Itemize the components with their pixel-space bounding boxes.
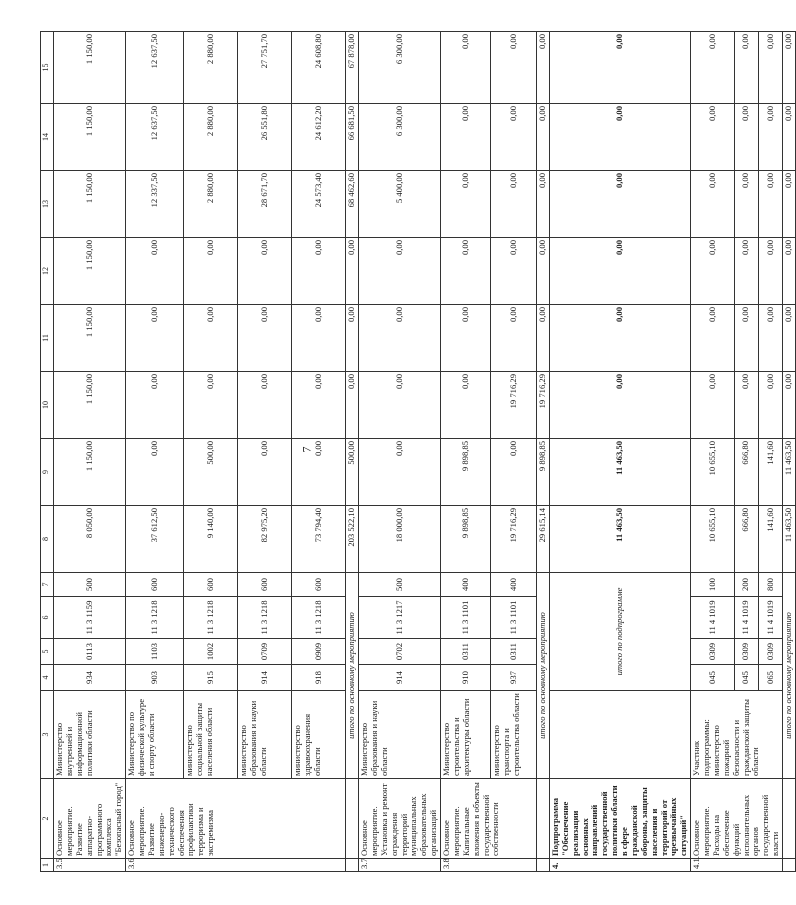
table-body bbox=[41, 32, 796, 872]
col-number: 10 bbox=[41, 372, 54, 439]
amount-cell: 0,00 bbox=[441, 238, 491, 305]
amount-cell: 0,00 bbox=[691, 238, 735, 305]
code-cell: 0311 bbox=[491, 639, 537, 665]
amount-cell: 0,00 bbox=[491, 104, 537, 171]
executor-name: министерство социальной защиты населения области bbox=[184, 691, 238, 779]
event-name: Подпрограмма "Обеспечение реализации основных направлений государственной политики области в сфере гражданской обороны, защиты населения и территорий от чрезвычайных ситуаций" bbox=[549, 779, 690, 859]
rotated-table-wrapper bbox=[40, 32, 793, 872]
col-number: 13 bbox=[41, 171, 54, 238]
amount-cell: 0,00 bbox=[758, 104, 782, 171]
amount-cell: 12 337,50 bbox=[126, 171, 184, 238]
executor-name: министерство транспорта и строительства области bbox=[491, 691, 537, 779]
executor-name: Министерство внутренней и информационной политики области bbox=[54, 691, 126, 779]
amount-cell: 0,00 bbox=[691, 171, 735, 238]
amount-cell: 0,00 bbox=[359, 305, 441, 372]
table-row bbox=[126, 32, 184, 872]
amount-cell: 0,00 bbox=[734, 305, 758, 372]
code-cell: 914 bbox=[359, 665, 441, 691]
amount-cell: 0,00 bbox=[691, 104, 735, 171]
amount-cell: 0,00 bbox=[359, 238, 441, 305]
row-number: 4.1. bbox=[691, 859, 783, 872]
total-label: итого по основному мероприятию bbox=[783, 573, 796, 779]
amount-cell: 0,00 bbox=[238, 372, 292, 439]
code-cell: 600 bbox=[238, 573, 292, 597]
empty-cell bbox=[783, 859, 796, 872]
amount-cell: 500,00 bbox=[184, 439, 238, 506]
amount-cell: 0,00 bbox=[238, 238, 292, 305]
amount-cell: 0,00 bbox=[359, 372, 441, 439]
amount-cell: 0,00 bbox=[537, 305, 550, 372]
amount-cell: 0,00 bbox=[734, 104, 758, 171]
amount-cell: 0,00 bbox=[758, 32, 782, 104]
total-row bbox=[783, 32, 796, 872]
code-cell: 1002 bbox=[184, 639, 238, 665]
event-name: Основное мероприятие. Установка и ремонт ограждения территорий муниципальных образовательных организаций bbox=[359, 779, 441, 859]
table-row bbox=[691, 32, 735, 872]
col-number: 8 bbox=[41, 506, 54, 573]
amount-cell: 0,00 bbox=[734, 372, 758, 439]
code-cell: 0309 bbox=[758, 639, 782, 665]
amount-cell: 0,00 bbox=[549, 238, 690, 305]
amount-cell: 0,00 bbox=[292, 305, 346, 372]
amount-cell: 1 150,00 bbox=[54, 305, 126, 372]
amount-cell: 9 898,85 bbox=[441, 506, 491, 573]
amount-cell: 0,00 bbox=[783, 305, 796, 372]
amount-cell: 9 140,00 bbox=[184, 506, 238, 573]
amount-cell: 141,60 bbox=[758, 506, 782, 573]
code-cell: 11 3 1218 bbox=[292, 597, 346, 639]
executor-name: министерство образования и науки области bbox=[238, 691, 292, 779]
empty-cell bbox=[783, 779, 796, 859]
amount-cell: 0,00 bbox=[184, 238, 238, 305]
code-cell: 400 bbox=[441, 573, 491, 597]
code-cell: 903 bbox=[126, 665, 184, 691]
empty-cell bbox=[537, 779, 550, 859]
code-cell: 914 bbox=[238, 665, 292, 691]
amount-cell: 18 000,00 bbox=[359, 506, 441, 573]
code-cell: 910 bbox=[441, 665, 491, 691]
code-cell: 918 bbox=[292, 665, 346, 691]
amount-cell: 9 898,85 bbox=[537, 439, 550, 506]
amount-cell: 666,80 bbox=[734, 439, 758, 506]
amount-cell: 28 671,70 bbox=[238, 171, 292, 238]
amount-cell: 1 150,00 bbox=[54, 372, 126, 439]
amount-cell: 0,00 bbox=[734, 238, 758, 305]
row-number: 3.7 bbox=[359, 859, 441, 872]
code-cell: 500 bbox=[359, 573, 441, 597]
empty-cell bbox=[346, 859, 359, 872]
amount-cell: 66 681,50 bbox=[346, 104, 359, 171]
executor-name: Министерство по физической культуре и спорту области bbox=[126, 691, 184, 779]
code-cell: 0311 bbox=[441, 639, 491, 665]
table-row bbox=[441, 32, 491, 872]
amount-cell: 0,00 bbox=[758, 305, 782, 372]
amount-cell: 12 637,50 bbox=[126, 104, 184, 171]
amount-cell: 0,00 bbox=[441, 372, 491, 439]
amount-cell: 0,00 bbox=[783, 372, 796, 439]
amount-cell: 0,00 bbox=[549, 171, 690, 238]
code-cell: 200 bbox=[734, 573, 758, 597]
total-label: итого по основному мероприятию bbox=[537, 573, 550, 779]
amount-cell: 1 150,00 bbox=[54, 171, 126, 238]
amount-cell: 6 300,00 bbox=[359, 104, 441, 171]
amount-cell: 0,00 bbox=[491, 171, 537, 238]
column-number-row bbox=[41, 32, 54, 872]
amount-cell: 0,00 bbox=[549, 32, 690, 104]
table-row bbox=[359, 32, 441, 872]
amount-cell: 11 463,50 bbox=[783, 439, 796, 506]
amount-cell: 10 655,10 bbox=[691, 506, 735, 573]
code-cell: 11 3 1159 bbox=[54, 597, 126, 639]
amount-cell: 27 751,70 bbox=[238, 32, 292, 104]
amount-cell: 0,00 bbox=[126, 372, 184, 439]
code-cell: 065 bbox=[758, 665, 782, 691]
amount-cell: 141,60 bbox=[758, 439, 782, 506]
code-cell: 11 3 1101 bbox=[491, 597, 537, 639]
amount-cell: 0,00 bbox=[126, 439, 184, 506]
col-number: 14 bbox=[41, 104, 54, 171]
amount-cell: 0,00 bbox=[491, 305, 537, 372]
event-name: Основное мероприятие. Капитальные вложения в объекты государственной собственности bbox=[441, 779, 537, 859]
col-number: 15 bbox=[41, 32, 54, 104]
amount-cell: 2 880,00 bbox=[184, 171, 238, 238]
amount-cell: 10 655,10 bbox=[691, 439, 735, 506]
amount-cell: 11 463,50 bbox=[549, 439, 690, 506]
code-cell: 0113 bbox=[54, 639, 126, 665]
total-row bbox=[537, 32, 550, 872]
amount-cell: 2 880,00 bbox=[184, 104, 238, 171]
code-cell: 0309 bbox=[734, 639, 758, 665]
amount-cell: 0,00 bbox=[758, 238, 782, 305]
amount-cell: 0,00 bbox=[441, 32, 491, 104]
amount-cell: 0,00 bbox=[441, 305, 491, 372]
code-cell: 600 bbox=[184, 573, 238, 597]
executor-name: Министерство образования и науки области bbox=[359, 691, 441, 779]
amount-cell: 0,00 bbox=[549, 305, 690, 372]
amount-cell: 0,00 bbox=[549, 372, 690, 439]
amount-cell: 11 463,50 bbox=[549, 506, 690, 573]
empty-cell bbox=[537, 859, 550, 872]
amount-cell: 0,00 bbox=[292, 238, 346, 305]
code-cell: 11 4 1019 bbox=[691, 597, 735, 639]
amount-cell: 0,00 bbox=[537, 238, 550, 305]
col-number: 6 bbox=[41, 597, 54, 639]
col-number: 7 bbox=[41, 573, 54, 597]
code-cell: 0709 bbox=[238, 639, 292, 665]
code-cell: 400 bbox=[491, 573, 537, 597]
amount-cell: 0,00 bbox=[292, 439, 346, 506]
amount-cell: 1 150,00 bbox=[54, 439, 126, 506]
amount-cell: 0,00 bbox=[346, 238, 359, 305]
code-cell: 0702 bbox=[359, 639, 441, 665]
amount-cell: 0,00 bbox=[691, 32, 735, 104]
table-row bbox=[238, 32, 292, 872]
code-cell: 1103 bbox=[126, 639, 184, 665]
amount-cell: 0,00 bbox=[238, 305, 292, 372]
col-number: 9 bbox=[41, 439, 54, 506]
amount-cell: 0,00 bbox=[441, 104, 491, 171]
amount-cell: 0,00 bbox=[783, 104, 796, 171]
amount-cell: 0,00 bbox=[691, 372, 735, 439]
table-row bbox=[54, 32, 126, 872]
page-number: 7 bbox=[299, 446, 314, 453]
empty-cell bbox=[549, 691, 690, 779]
amount-cell: 24 573,40 bbox=[292, 171, 346, 238]
amount-cell: 19 716,29 bbox=[491, 506, 537, 573]
amount-cell: 67 878,00 bbox=[346, 32, 359, 104]
code-cell: 100 bbox=[691, 573, 735, 597]
code-cell: 11 3 1218 bbox=[184, 597, 238, 639]
amount-cell: 0,00 bbox=[126, 238, 184, 305]
amount-cell: 0,00 bbox=[491, 32, 537, 104]
code-cell: 600 bbox=[292, 573, 346, 597]
amount-cell: 666,80 bbox=[734, 506, 758, 573]
total-label: итого по основному мероприятию bbox=[346, 573, 359, 779]
amount-cell: 500,00 bbox=[346, 439, 359, 506]
amount-cell: 19 716,29 bbox=[491, 372, 537, 439]
amount-cell: 0,00 bbox=[758, 372, 782, 439]
amount-cell: 0,00 bbox=[346, 372, 359, 439]
amount-cell: 9 898,85 bbox=[441, 439, 491, 506]
executor-name: министерство здравоохранения области bbox=[292, 691, 346, 779]
col-number: 2 bbox=[41, 779, 54, 859]
amount-cell: 24 612,20 bbox=[292, 104, 346, 171]
amount-cell: 0,00 bbox=[441, 171, 491, 238]
subprogram-total-label: итого по подпрограмме bbox=[549, 573, 690, 691]
amount-cell: 68 462,60 bbox=[346, 171, 359, 238]
code-cell: 600 bbox=[126, 573, 184, 597]
table-row bbox=[491, 32, 537, 872]
code-cell: 045 bbox=[691, 665, 735, 691]
total-row bbox=[346, 32, 359, 872]
col-number: 1 bbox=[41, 859, 54, 872]
amount-cell: 0,00 bbox=[184, 305, 238, 372]
code-cell: 0909 bbox=[292, 639, 346, 665]
amount-cell: 0,00 bbox=[734, 32, 758, 104]
amount-cell: 2 880,00 bbox=[184, 32, 238, 104]
amount-cell: 0,00 bbox=[734, 171, 758, 238]
amount-cell: 0,00 bbox=[491, 238, 537, 305]
code-cell: 934 bbox=[54, 665, 126, 691]
row-number: 3.5 bbox=[54, 859, 126, 872]
amount-cell: 1 150,00 bbox=[54, 32, 126, 104]
amount-cell: 0,00 bbox=[491, 439, 537, 506]
row-number: 4. bbox=[549, 859, 690, 872]
amount-cell: 5 400,00 bbox=[359, 171, 441, 238]
code-cell: 045 bbox=[734, 665, 758, 691]
executor-name: Министерство строительства и архитектуры области bbox=[441, 691, 491, 779]
executor-name: Участник подпрограммы: министерство пожарной безопасности и гражданской защиты области bbox=[691, 691, 783, 779]
amount-cell: 0,00 bbox=[537, 32, 550, 104]
col-number: 5 bbox=[41, 639, 54, 665]
amount-cell: 8 050,00 bbox=[54, 506, 126, 573]
amount-cell: 73 794,40 bbox=[292, 506, 346, 573]
amount-cell: 0,00 bbox=[346, 305, 359, 372]
amount-cell: 0,00 bbox=[758, 171, 782, 238]
table-row bbox=[549, 32, 690, 872]
code-cell: 937 bbox=[491, 665, 537, 691]
amount-cell: 26 551,80 bbox=[238, 104, 292, 171]
code-cell: 0309 bbox=[691, 639, 735, 665]
table-row bbox=[184, 32, 238, 872]
amount-cell: 37 612,50 bbox=[126, 506, 184, 573]
amount-cell: 0,00 bbox=[783, 171, 796, 238]
code-cell: 11 3 1218 bbox=[238, 597, 292, 639]
empty-cell bbox=[346, 779, 359, 859]
amount-cell: 0,00 bbox=[783, 238, 796, 305]
amount-cell: 1 150,00 bbox=[54, 238, 126, 305]
amount-cell: 11 463,50 bbox=[783, 506, 796, 573]
event-name: Основное мероприятие. Развитие аппаратно-программного комплекса "Безопасный город" bbox=[54, 779, 126, 859]
amount-cell: 0,00 bbox=[783, 32, 796, 104]
amount-cell: 1 150,00 bbox=[54, 104, 126, 171]
col-number: 12 bbox=[41, 238, 54, 305]
event-name: Основное мероприятие. Расходы на обеспечение функций исполнительных органов государственной власти bbox=[691, 779, 783, 859]
amount-cell: 19 716,29 bbox=[537, 372, 550, 439]
amount-cell: 0,00 bbox=[126, 305, 184, 372]
amount-cell: 203 522,10 bbox=[346, 506, 359, 573]
amount-cell: 29 615,14 bbox=[537, 506, 550, 573]
code-cell: 500 bbox=[54, 573, 126, 597]
row-number: 3.8 bbox=[441, 859, 537, 872]
code-cell: 11 3 1218 bbox=[126, 597, 184, 639]
amount-cell: 0,00 bbox=[184, 372, 238, 439]
code-cell: 11 3 1101 bbox=[441, 597, 491, 639]
code-cell: 915 bbox=[184, 665, 238, 691]
amount-cell: 6 300,00 bbox=[359, 32, 441, 104]
code-cell: 11 3 1217 bbox=[359, 597, 441, 639]
table-row bbox=[292, 32, 346, 872]
amount-cell: 0,00 bbox=[238, 439, 292, 506]
budget-table bbox=[40, 31, 796, 872]
amount-cell: 0,00 bbox=[359, 439, 441, 506]
code-cell: 11 4 1019 bbox=[734, 597, 758, 639]
amount-cell: 82 975,20 bbox=[238, 506, 292, 573]
col-number: 11 bbox=[41, 305, 54, 372]
col-number: 3 bbox=[41, 691, 54, 779]
col-number: 4 bbox=[41, 665, 54, 691]
amount-cell: 0,00 bbox=[537, 171, 550, 238]
code-cell: 800 bbox=[758, 573, 782, 597]
amount-cell: 24 608,80 bbox=[292, 32, 346, 104]
event-name: Основное мероприятие. Развитие инженерно-технического обеспечения профилактики терроризма и экстремизма bbox=[126, 779, 346, 859]
amount-cell: 0,00 bbox=[537, 104, 550, 171]
code-cell: 11 4 1019 bbox=[758, 597, 782, 639]
amount-cell: 12 637,50 bbox=[126, 32, 184, 104]
amount-cell: 0,00 bbox=[691, 305, 735, 372]
amount-cell: 0,00 bbox=[549, 104, 690, 171]
row-number: 3.6 bbox=[126, 859, 346, 872]
amount-cell: 0,00 bbox=[292, 372, 346, 439]
